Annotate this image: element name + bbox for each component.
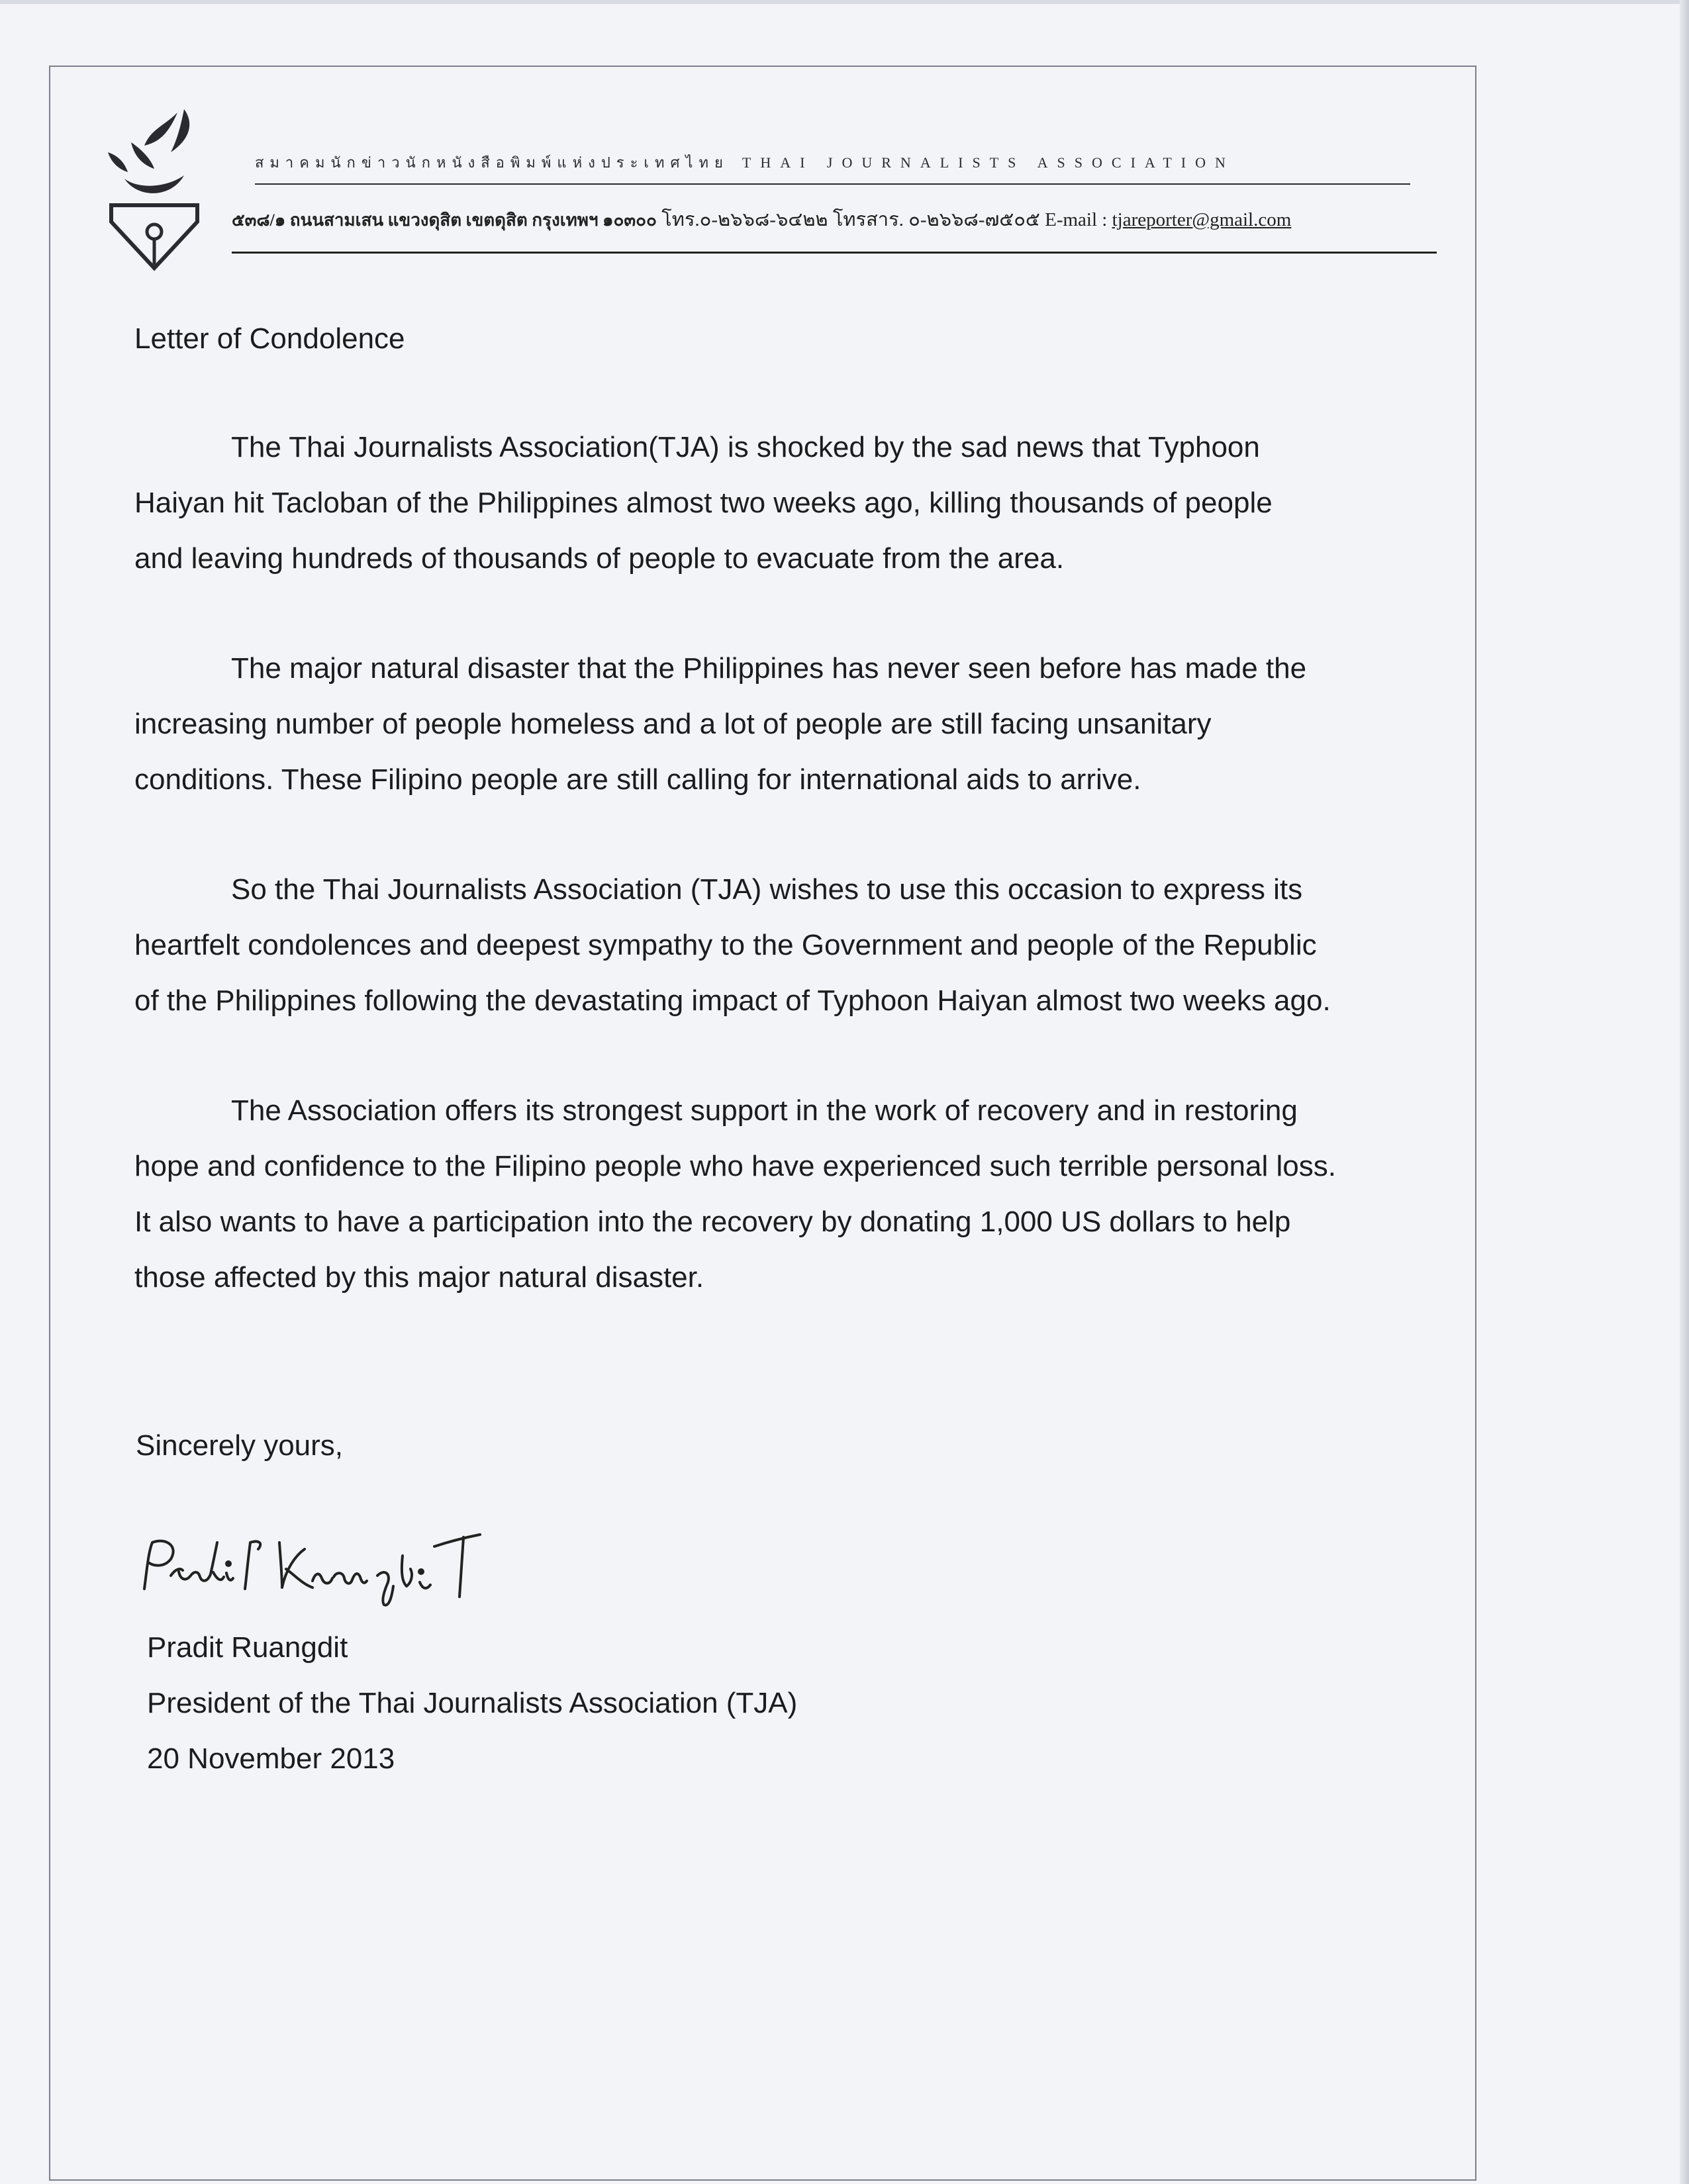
org-name-english: THAI JOURNALISTS ASSOCIATION xyxy=(742,154,1235,171)
signature-block xyxy=(147,1620,797,1787)
paragraph-line: Haiyan hit Tacloban of the Philippines almost two weeks ago, killing thousands of people xyxy=(134,487,1273,519)
closing: Sincerely yours, xyxy=(136,1429,344,1462)
letterhead-rule-bottom xyxy=(232,252,1437,254)
paragraph-line: hope and confidence to the Filipino people who have experienced such terrible personal loss. xyxy=(134,1150,1336,1182)
handwritten-signature xyxy=(139,1523,483,1609)
fax: โทรสาร. ๐-๒๖๖๘-๗๕๐๕ xyxy=(832,209,1040,230)
paragraph-line: So the Thai Journalists Association (TJA) wishes to use this occasion to express its xyxy=(231,873,1303,906)
tja-logo-icon xyxy=(105,106,204,271)
email-label: E-mail : xyxy=(1045,209,1108,230)
paragraph-line: The major natural disaster that the Philippines has never seen before has made the xyxy=(231,652,1307,685)
org-name-thai: สมาคมนักข่าวนักหนังสือพิมพ์แห่งประเทศไทย xyxy=(255,154,729,171)
paragraph-1 xyxy=(134,420,1445,587)
letterhead-rule-top xyxy=(255,183,1410,185)
paragraph-line: heartfelt condolences and deepest sympathy to the Government and people of the Republic xyxy=(134,929,1317,961)
paragraph-line: of the Philippines following the devastating impact of Typhoon Haiyan almost two weeks ago. xyxy=(134,984,1331,1017)
email-link[interactable]: tjareporter@gmail.com xyxy=(1112,209,1292,230)
paragraph-line: those affected by this major natural disaster. xyxy=(134,1261,704,1294)
paragraph-2 xyxy=(134,641,1445,808)
paragraph-line: and leaving hundreds of thousands of people to evacuate from the area. xyxy=(134,542,1065,575)
signer-title: President of the Thai Journalists Association (TJA) xyxy=(147,1687,798,1719)
scan-edge-top xyxy=(0,0,1689,4)
letterhead-contact xyxy=(232,204,1424,234)
paragraph-3 xyxy=(134,862,1445,1029)
paragraph-line: It also wants to have a participation into the recovery by donating 1,000 US dollars to help xyxy=(134,1206,1291,1238)
paragraph-4 xyxy=(134,1083,1445,1306)
scan-edge-right xyxy=(1680,0,1689,2184)
address-thai: ๕๓๘/๑ ถนนสามเสน แขวงดุสิต เขตดุสิต กรุงเทพฯ ๑๐๓๐๐ xyxy=(232,211,657,230)
letterhead-org-name xyxy=(255,151,1410,174)
phone: โทร.๐-๒๖๖๘-๖๔๒๒ xyxy=(661,209,828,230)
letter-title: Letter of Condolence xyxy=(134,322,405,355)
paragraph-line: The Thai Journalists Association(TJA) is shocked by the sad news that Typhoon xyxy=(231,431,1260,463)
paragraph-line: increasing number of people homeless and a lot of people are still facing unsanitary xyxy=(134,708,1212,740)
signer-name: Pradit Ruangdit xyxy=(147,1631,348,1664)
paragraph-line: The Association offers its strongest support in the work of recovery and in restoring xyxy=(231,1094,1298,1127)
letter-date: 20 November 2013 xyxy=(147,1742,395,1775)
paragraph-line: conditions. These Filipino people are still calling for international aids to arrive. xyxy=(134,763,1141,796)
